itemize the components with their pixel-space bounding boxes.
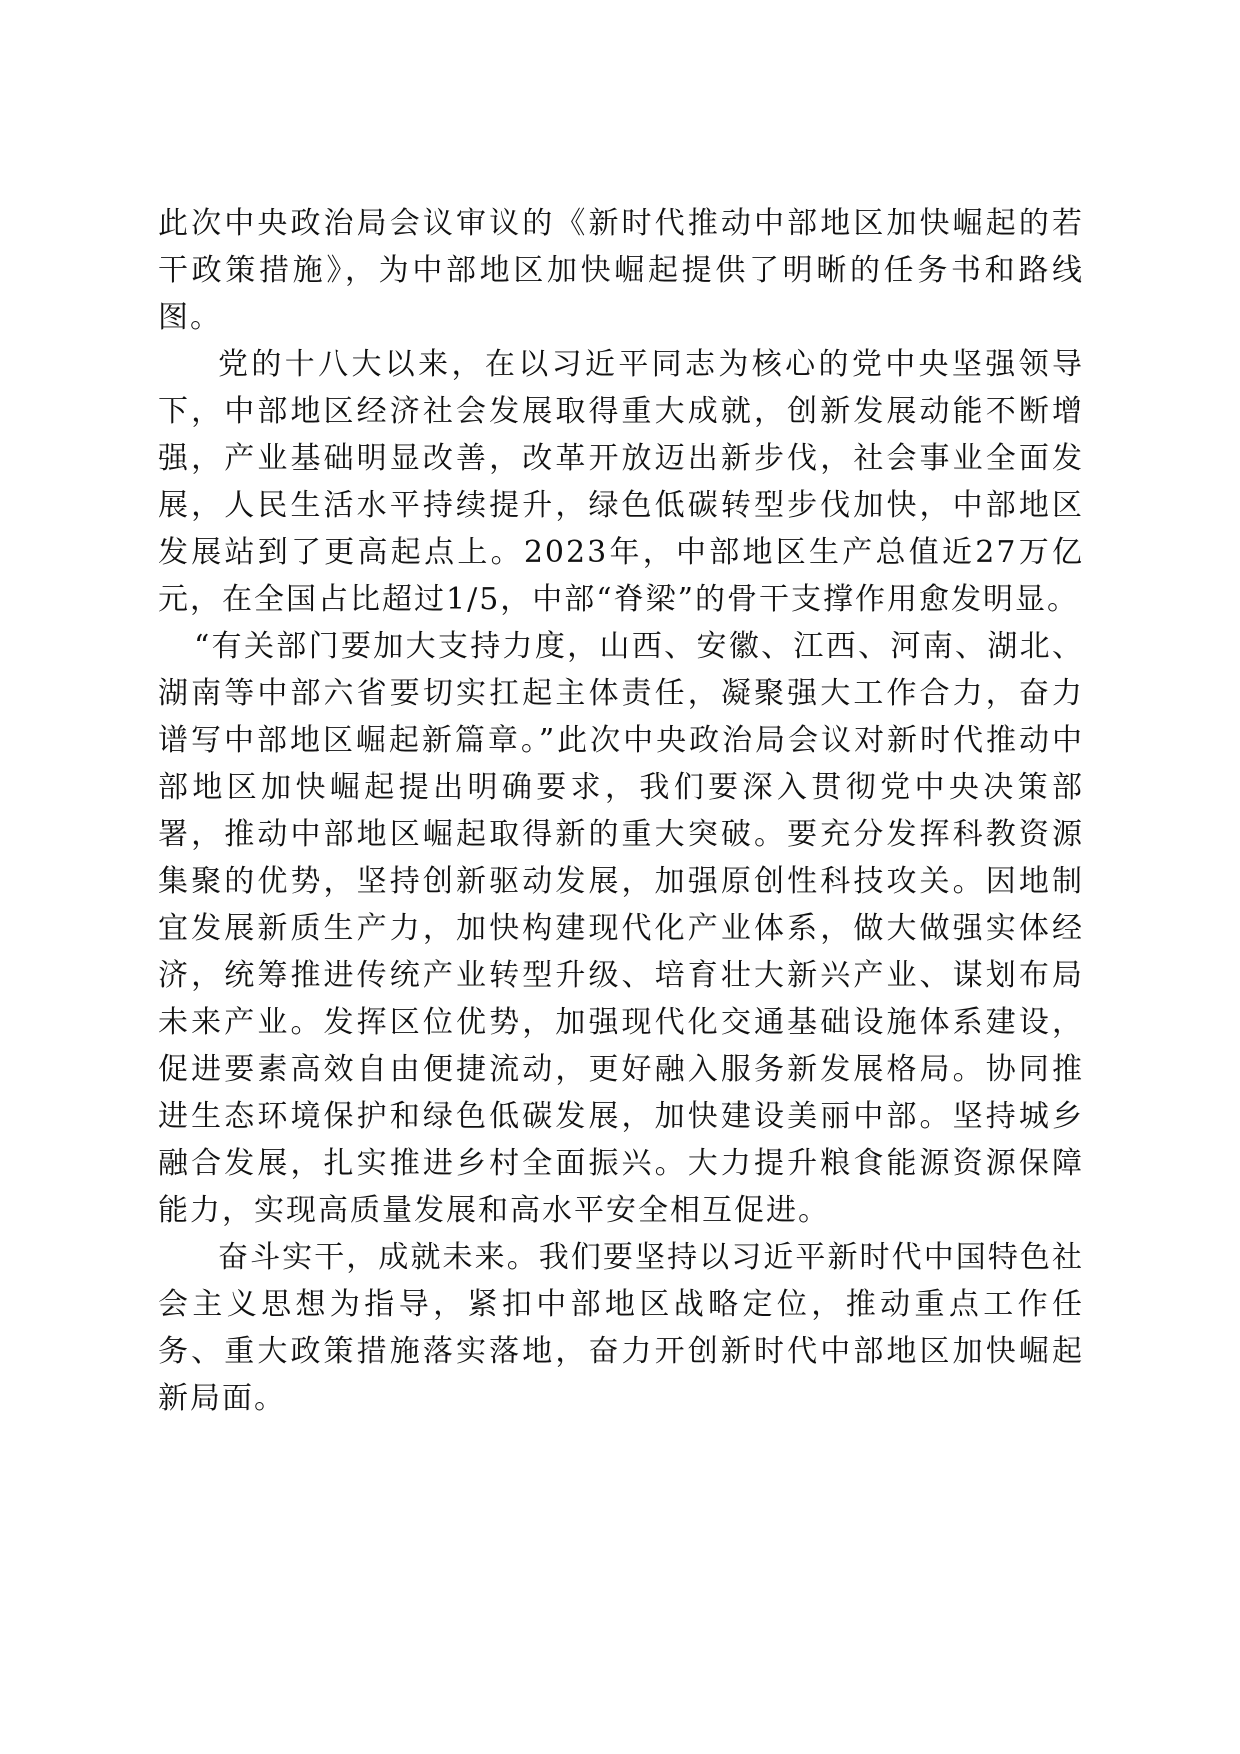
article-body (158, 200, 1084, 1422)
paragraph-achievements: 党的十八大以来，在以习近平同志为核心的党中央坚强领导下，中部地区经济社会发展取得重大成就，创新发展动能不断增强，产业基础明显改善，改革开放迈出新步伐，社会事业全面发展，人民生活水平持续提升，绿色低碳转型步伐加快，中部地区发展站到了更高起点上。2023年，中部地区生产总值近27万亿元，在全国占比超过1/5，中部“脊梁”的骨干支撑作用愈发明显。 (158, 347, 1084, 617)
paragraph-requirements: “有关部门要加大支持力度，山西、安徽、江西、河南、湖北、湖南等中部六省要切实扛起主体责任，凝聚强大工作合力，奋力谱写中部地区崛起新篇章。”此次中央政治局会议对新时代推动中部地区加快崛起提出明确要求，我们要深入贯彻党中央决策部署，推动中部地区崛起取得新的重大突破。要充分发挥科教资源集聚的优势，坚持创新驱动发展，加强原创性科技攻关。因地制宜发展新质生产力，加快构建现代化产业体系，做大做强实体经济，统筹推进传统产业转型升级、培育壮大新兴产业、谋划布局未来产业。发挥区位优势，加强现代化交通基础设施体系建设，促进要素高效自由便捷流动，更好融入服务新发展格局。协同推进生态环境保护和绿色低碳发展，加快建设美丽中部。坚持城乡融合发展，扎实推进乡村全面振兴。大力提升粮食能源资源保障能力，实现高质量发展和高水平安全相互促进。 (158, 629, 1084, 1228)
paragraph-conclusion: 奋斗实干，成就未来。我们要坚持以习近平新时代中国特色社会主义思想为指导，紧扣中部地区战略定位，推动重点工作任务、重大政策措施落实落地，奋力开创新时代中部地区加快崛起新局面。 (158, 1240, 1084, 1416)
paragraph-policy-intro: 此次中央政治局会议审议的《新时代推动中部地区加快崛起的若干政策措施》，为中部地区加快崛起提供了明晰的任务书和路线图。 (158, 206, 1084, 335)
